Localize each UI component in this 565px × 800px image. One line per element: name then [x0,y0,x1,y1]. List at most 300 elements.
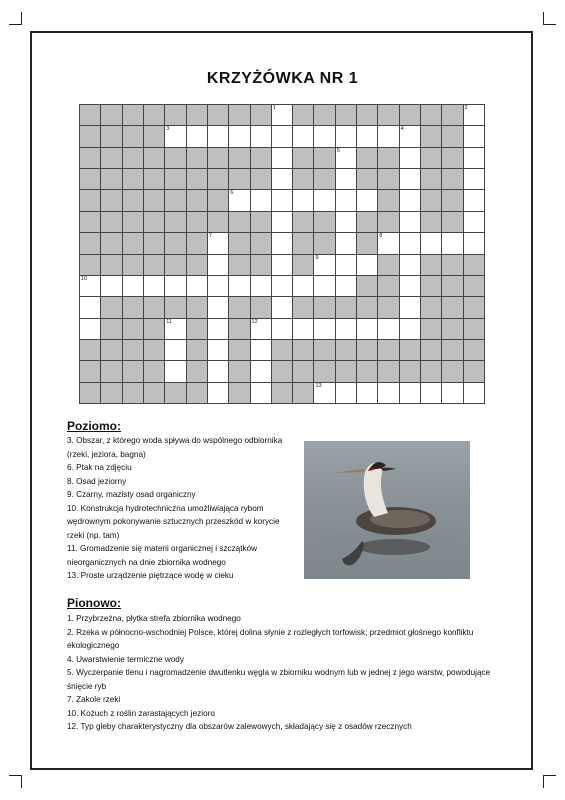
crossword-cell-blocked [208,190,229,211]
crossword-cell-open[interactable] [272,105,293,126]
crossword-cell-blocked [80,148,101,169]
across-clue: 11. Gromadzenie się materii organicznej i szczątków nieorganicznych na dnie zbiornika wodnego [67,544,258,567]
down-clue: 1. Przybrzeżna, płytka strefa zbiornika wodnego [67,614,241,623]
crossword-cell-blocked [229,233,250,254]
crossword-cell-blocked [187,297,208,318]
crossword-cell-blocked [357,212,378,233]
crossword-cell-open[interactable] [464,190,485,211]
clue-number: 3 [166,126,170,133]
crossword-cell-blocked [101,255,122,276]
crossword-cell-blocked [101,361,122,382]
crossword-cell-blocked [293,169,314,190]
crossword-cell-open[interactable] [357,255,378,276]
crossword-cell-blocked [378,212,399,233]
crossword-cell-blocked [442,212,463,233]
down-clue-list [67,612,497,734]
crossword-cell-blocked [123,169,144,190]
crossword-cell-blocked [123,319,144,340]
crossword-cell-open[interactable] [272,255,293,276]
crossword-cell-blocked [378,169,399,190]
crossword-cell-blocked [293,148,314,169]
crossword-cell-blocked [336,361,357,382]
crossword-cell-blocked [314,169,335,190]
crossword-cell-open[interactable] [293,319,314,340]
crossword-cell-blocked [400,361,421,382]
crossword-cell-blocked [101,148,122,169]
crossword-cell-open[interactable] [101,276,122,297]
down-clue: 5. Wyczerpanie tlenu i nagromadzenie dwutlenku węgla w zbiorniku wodnym lub w jednej z jego warstw, powodujące śnięcie ryb [67,668,491,691]
crossword-cell-open[interactable] [357,383,378,404]
crossword-cell-blocked [464,255,485,276]
crossword-cell-blocked [314,233,335,254]
crossword-cell-blocked [421,255,442,276]
crossword-cell-blocked [378,105,399,126]
crossword-cell-blocked [229,148,250,169]
crossword-cell-open[interactable] [314,319,335,340]
crossword-cell-blocked [80,383,101,404]
crossword-cell-open[interactable] [272,169,293,190]
crossword-cell-blocked [251,233,272,254]
crossword-cell-blocked [442,276,463,297]
crossword-cell-blocked [293,105,314,126]
crossword-cell-blocked [442,319,463,340]
crossword-cell-blocked [357,276,378,297]
crossword-cell-blocked [293,212,314,233]
crossword-cell-open[interactable] [314,190,335,211]
crossword-cell-open[interactable] [80,276,101,297]
crossword-cell-blocked [80,361,101,382]
crossword-cell-blocked [293,340,314,361]
crossword-cell-blocked [80,126,101,147]
crossword-cell-blocked [357,233,378,254]
crossword-cell-open[interactable] [464,148,485,169]
crossword-cell-open[interactable] [400,297,421,318]
across-heading: Poziomo: [67,419,121,433]
crossword-cell-blocked [101,297,122,318]
crossword-cell-open[interactable] [272,148,293,169]
crossword-cell-blocked [251,148,272,169]
crop-mark-top-right [543,12,556,25]
crossword-cell-blocked [421,297,442,318]
crossword-cell-blocked [400,340,421,361]
crossword-cell-open[interactable] [314,255,335,276]
page-title: KRZYŻÓWKA NR 1 [206,70,359,87]
crossword-cell-blocked [229,340,250,361]
crossword-cell-blocked [357,105,378,126]
crossword-cell-blocked [101,212,122,233]
crossword-cell-blocked [314,212,335,233]
crossword-cell-blocked [272,340,293,361]
crossword-cell-open[interactable] [336,319,357,340]
crossword-cell-blocked [464,319,485,340]
crossword-cell-blocked [123,297,144,318]
crossword-cell-open[interactable] [400,233,421,254]
crossword-cell-blocked [165,169,186,190]
crossword-cell-blocked [123,340,144,361]
crossword-cell-open[interactable] [400,169,421,190]
crossword-cell-blocked [165,297,186,318]
crossword-cell-open[interactable] [229,126,250,147]
grebe-bird-image [304,441,470,579]
crossword-cell-open[interactable] [123,276,144,297]
crossword-cell-blocked [165,148,186,169]
crossword-cell-open[interactable] [272,212,293,233]
crossword-cell-blocked [80,340,101,361]
crossword-cell-blocked [442,190,463,211]
crossword-cell-open[interactable] [464,126,485,147]
crossword-cell-open[interactable] [251,383,272,404]
crossword-cell-open[interactable] [400,126,421,147]
crossword-cell-blocked [293,383,314,404]
crossword-cell-blocked [442,148,463,169]
crossword-cell-open[interactable] [208,126,229,147]
crossword-cell-blocked [442,255,463,276]
crossword-cell-blocked [80,255,101,276]
down-clue: 2. Rzeka w północno-wschodniej Polsce, której dolina słynie z rozległych torfowisk; przedmiot głośnego konfliktu ekologicznego [67,627,474,650]
crossword-cell-blocked [421,276,442,297]
crossword-cell-open[interactable] [251,126,272,147]
crossword-cell-blocked [208,212,229,233]
crossword-cell-blocked [144,148,165,169]
crossword-cell-open[interactable] [293,190,314,211]
crossword-cell-blocked [187,255,208,276]
down-clue: 4. Uwarstwienie termiczne wody [67,654,184,664]
crossword-cell-open[interactable] [336,212,357,233]
crossword-cell-open[interactable] [208,340,229,361]
crossword-cell-open[interactable] [208,383,229,404]
crossword-cell-blocked [165,212,186,233]
crossword-cell-blocked [187,233,208,254]
crossword-cell-open[interactable] [165,340,186,361]
crossword-cell-open[interactable] [336,233,357,254]
crossword-cell-blocked [144,233,165,254]
crossword-cell-blocked [187,383,208,404]
crossword-cell-blocked [336,340,357,361]
clue-number: 12 [251,318,258,325]
crossword-cell-blocked [123,212,144,233]
crossword-cell-blocked [378,190,399,211]
crossword-cell-open[interactable] [336,276,357,297]
crossword-cell-blocked [101,233,122,254]
clue-number: 4 [400,126,404,133]
clue-number: 7 [208,233,212,240]
down-clue: 12. Typ gleby charakterystyczny dla obszarów zalewowych, składający się z osadów rzecznych [67,722,412,731]
clue-number: 8 [379,233,383,240]
crossword-cell-blocked [165,105,186,126]
crossword-cell-blocked [421,212,442,233]
crossword-cell-blocked [251,169,272,190]
crossword-cell-open[interactable] [314,383,335,404]
crossword-cell-blocked [251,255,272,276]
crossword-cell-blocked [421,190,442,211]
crossword-cell-blocked [144,383,165,404]
crossword-cell-blocked [187,212,208,233]
clue-number: 10 [81,275,88,282]
crossword-cell-blocked [464,276,485,297]
crossword-cell-blocked [442,105,463,126]
crossword-grid [79,104,485,404]
crossword-cell-open[interactable] [272,233,293,254]
grebe-photo [304,441,470,579]
crossword-cell-blocked [101,169,122,190]
crossword-cell-blocked [144,169,165,190]
crossword-cell-blocked [442,361,463,382]
crossword-cell-open[interactable] [400,319,421,340]
crossword-cell-blocked [187,105,208,126]
crossword-cell-open[interactable] [421,383,442,404]
crossword-cell-blocked [144,105,165,126]
crossword-cell-open[interactable] [187,126,208,147]
crossword-cell-open[interactable] [378,126,399,147]
crossword-cell-blocked [229,319,250,340]
crossword-cell-blocked [251,105,272,126]
crossword-cell-open[interactable] [464,169,485,190]
crossword-cell-blocked [208,148,229,169]
crossword-cell-blocked [357,169,378,190]
crossword-cell-open[interactable] [251,340,272,361]
across-clue: 8. Osad jeziorny [67,476,127,486]
crossword-cell-blocked [378,276,399,297]
crossword-cell-blocked [80,169,101,190]
crossword-cell-open[interactable] [378,383,399,404]
down-heading: Pionowo: [67,596,121,610]
crossword-cell-blocked [357,297,378,318]
crossword-cell-blocked [187,340,208,361]
crossword-cell-open[interactable] [336,148,357,169]
crossword-cell-blocked [229,169,250,190]
clue-number: 1 [272,105,276,111]
crossword-cell-open[interactable] [272,126,293,147]
crossword-cell-blocked [251,212,272,233]
crossword-cell-blocked [293,361,314,382]
crossword-cell-open[interactable] [187,276,208,297]
crossword-cell-blocked [442,126,463,147]
crossword-cell-open[interactable] [442,233,463,254]
crossword-cell-blocked [144,255,165,276]
crossword-cell-blocked [165,190,186,211]
crossword-cell-open[interactable] [357,190,378,211]
crossword-cell-blocked [123,233,144,254]
crossword-cell-open[interactable] [336,169,357,190]
crossword-cell-blocked [123,126,144,147]
crossword-cell-blocked [272,383,293,404]
crossword-cell-open[interactable] [442,383,463,404]
crossword-cell-blocked [208,105,229,126]
crossword-cell-open[interactable] [293,276,314,297]
crossword-cell-blocked [421,105,442,126]
crossword-cell-open[interactable] [357,319,378,340]
crossword-cell-blocked [123,190,144,211]
crossword-cell-blocked [272,361,293,382]
crossword-cell-open[interactable] [208,319,229,340]
crossword-cell-blocked [101,319,122,340]
crop-mark-top-left [9,12,22,25]
crossword-cell-open[interactable] [165,276,186,297]
crossword-cell-blocked [421,340,442,361]
crossword-cell-open[interactable] [400,212,421,233]
crossword-cell-blocked [101,340,122,361]
crossword-cell-blocked [165,255,186,276]
crossword-cell-blocked [293,255,314,276]
crossword-cell-open[interactable] [421,233,442,254]
crossword-cell-open[interactable] [357,126,378,147]
crossword-cell-blocked [101,105,122,126]
crossword-cell-blocked [229,361,250,382]
crossword-cell-blocked [314,340,335,361]
crossword-cell-open[interactable] [208,255,229,276]
crossword-cell-blocked [229,212,250,233]
crossword-cell-open[interactable] [336,255,357,276]
crossword-cell-blocked [336,297,357,318]
crossword-cell-blocked [357,340,378,361]
crossword-cell-open[interactable] [464,383,485,404]
crossword-cell-open[interactable] [400,190,421,211]
crossword-cell-blocked [229,297,250,318]
across-clue: 3. Obszar, z którego woda spływa do wspólnego odbiornika (rzeki, jeziora, bagna) [67,436,283,459]
crop-mark-bottom-left [9,775,22,788]
crossword-cell-open[interactable] [464,233,485,254]
across-clue: 6. Ptak na zdjęciu [67,463,132,472]
crossword-cell-open[interactable] [208,276,229,297]
crossword-cell-open[interactable] [336,383,357,404]
crossword-cell-blocked [123,361,144,382]
clue-number: 9 [315,254,319,261]
crossword-cell-blocked [229,255,250,276]
crossword-cell-blocked [400,105,421,126]
crossword-cell-blocked [378,255,399,276]
crossword-cell-blocked [421,361,442,382]
crossword-cell-blocked [80,190,101,211]
crossword-cell-open[interactable] [378,233,399,254]
crossword-cell-blocked [464,297,485,318]
crossword-cell-open[interactable] [208,297,229,318]
crossword-cell-blocked [421,148,442,169]
crossword-cell-open[interactable] [336,126,357,147]
clue-number: 5 [336,147,340,154]
crossword-cell-open[interactable] [293,126,314,147]
crossword-cell-open[interactable] [272,190,293,211]
crossword-cell-blocked [421,126,442,147]
clue-number: 11 [166,318,172,325]
crossword-cell-open[interactable] [144,276,165,297]
crossword-cell-blocked [421,319,442,340]
crossword-cell-open[interactable] [400,148,421,169]
crossword-cell-blocked [229,383,250,404]
crossword-cell-blocked [378,361,399,382]
crossword-cell-blocked [123,255,144,276]
crossword-cell-blocked [144,340,165,361]
crossword-cell-open[interactable] [272,319,293,340]
crossword-cell-open[interactable] [336,190,357,211]
crossword-cell-blocked [101,190,122,211]
crossword-cell-blocked [187,169,208,190]
crossword-cell-open[interactable] [251,361,272,382]
crossword-cell-open[interactable] [400,383,421,404]
crossword-cell-blocked [442,297,463,318]
crossword-cell-blocked [251,297,272,318]
crossword-cell-blocked [80,233,101,254]
clue-number: 2 [464,105,468,111]
crossword-cell-open[interactable] [314,126,335,147]
crossword-cell-open[interactable] [272,297,293,318]
crossword-cell-open[interactable] [464,212,485,233]
across-clue: 13. Proste urządzenie piętrzące wodę w cieku [67,571,234,580]
crossword-cell-open[interactable] [80,297,101,318]
crossword-cell-blocked [293,297,314,318]
crossword-cell-blocked [442,340,463,361]
crossword-cell-blocked [144,361,165,382]
crop-mark-bottom-right [543,775,556,788]
crossword-cell-blocked [123,148,144,169]
crossword-cell-blocked [336,105,357,126]
crossword-cell-blocked [101,126,122,147]
crossword-cell-blocked [144,190,165,211]
crossword-cell-blocked [314,148,335,169]
crossword-cell-blocked [187,190,208,211]
crossword-cell-blocked [378,297,399,318]
crossword-cell-blocked [314,297,335,318]
crossword-cell-blocked [464,361,485,382]
crossword-cell-blocked [80,212,101,233]
crossword-cell-open[interactable] [208,233,229,254]
across-clue-list [67,434,299,583]
clue-number: 13 [315,382,322,389]
crossword-cell-open[interactable] [272,276,293,297]
crossword-cell-blocked [208,169,229,190]
crossword-cell-blocked [144,212,165,233]
crossword-cell-blocked [442,169,463,190]
crossword-cell-blocked [144,319,165,340]
crossword-cell-open[interactable] [464,105,485,126]
crossword-cell-open[interactable] [400,255,421,276]
crossword-cell-open[interactable] [165,361,186,382]
crossword-cell-open[interactable] [251,190,272,211]
crossword-cell-blocked [314,361,335,382]
crossword-cell-blocked [229,105,250,126]
crossword-cell-blocked [357,148,378,169]
crossword-cell-open[interactable] [251,276,272,297]
crossword-cell-blocked [421,169,442,190]
crossword-cell-open[interactable] [208,361,229,382]
crossword-cell-open[interactable] [229,190,250,211]
crossword-cell-blocked [187,148,208,169]
crossword-cell-open[interactable] [378,319,399,340]
clue-number: 6 [230,190,234,197]
crossword-cell-open[interactable] [229,276,250,297]
down-clue: 10. Kożuch z roślin zarastających jezioro [67,708,215,718]
crossword-cell-blocked [187,361,208,382]
crossword-cell-blocked [123,383,144,404]
crossword-cell-open[interactable] [400,276,421,297]
crossword-cell-blocked [144,297,165,318]
crossword-cell-open[interactable] [80,319,101,340]
down-clue: 7. Zakole rzeki [67,695,121,704]
crossword-cell-blocked [464,340,485,361]
crossword-cell-open[interactable] [251,319,272,340]
crossword-cell-open[interactable] [314,276,335,297]
crossword-cell-open[interactable] [165,126,186,147]
crossword-cell-blocked [80,105,101,126]
crossword-cell-blocked [357,361,378,382]
crossword-cell-blocked [187,319,208,340]
crossword-cell-blocked [314,105,335,126]
crossword-cell-blocked [101,383,122,404]
crossword-cell-blocked [165,233,186,254]
crossword-cell-blocked [378,148,399,169]
across-clue: 10. Konstrukcja hydrotechniczna umożliwiająca rybom wędrownym pokonywanie sztucznych przeszkód w korycie rzeki (np. tam) [67,503,280,540]
crossword-cell-open[interactable] [165,319,186,340]
crossword-cell-blocked [293,233,314,254]
